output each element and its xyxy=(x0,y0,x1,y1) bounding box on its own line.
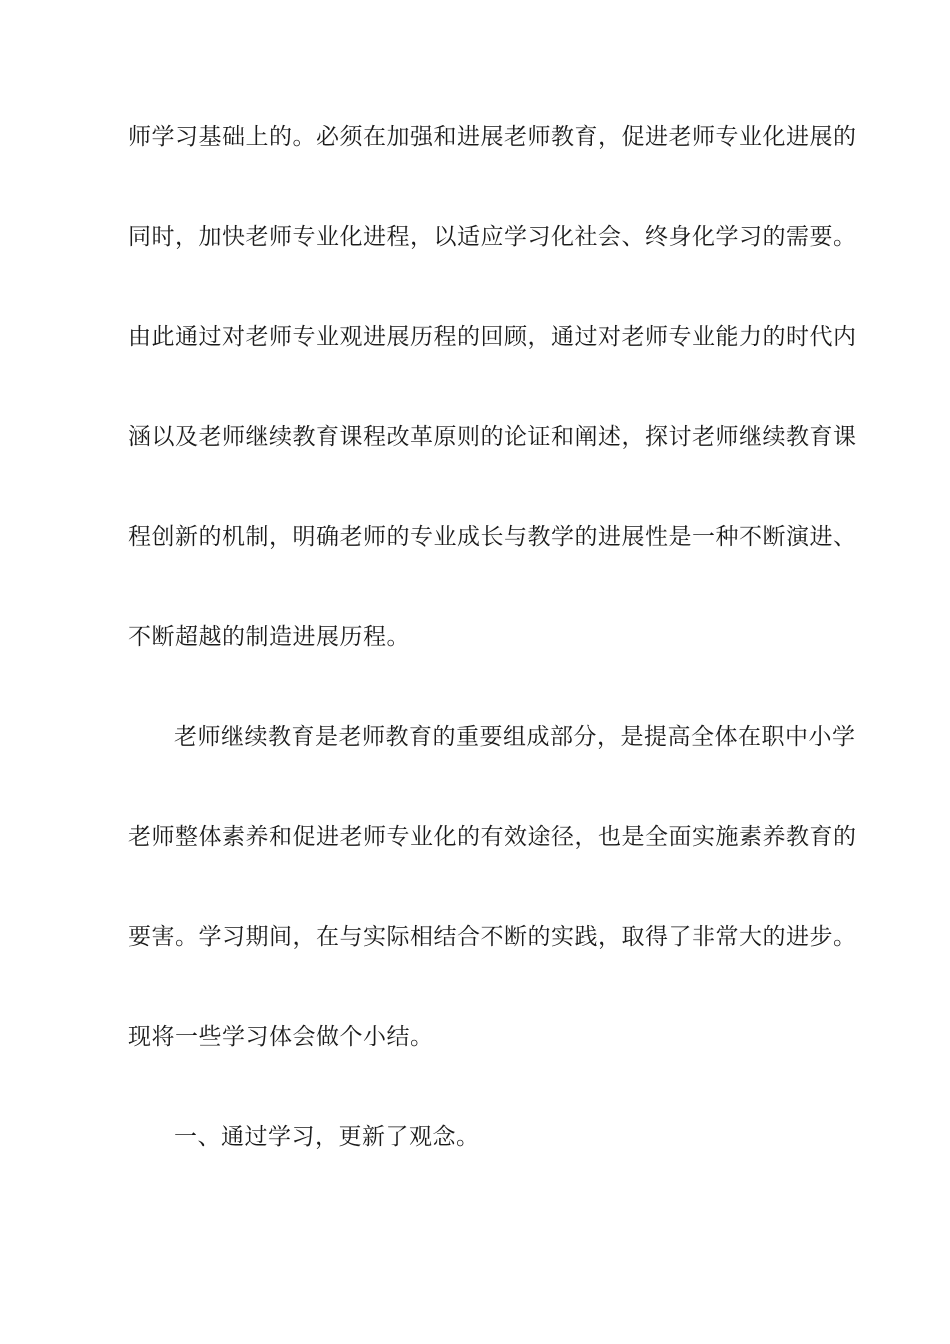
paragraph-line: 程创新的机制，明确老师的专业成长与教学的进展性是一种不断演进、 xyxy=(128,524,857,550)
paragraph-line: 老师继续教育是老师教育的重要组成部分，是提高全体在职中小学 xyxy=(174,724,856,750)
paragraph-line: 要害。学习期间，在与实际相结合不断的实践，取得了非常大的进步。 xyxy=(128,924,857,950)
paragraph-line: 涵以及老师继续教育课程改革原则的论证和阐述，探讨老师继续教育课 xyxy=(128,424,857,450)
paragraph-line: 由此通过对老师专业观进展历程的回顾，通过对老师专业能力的时代内 xyxy=(128,324,857,350)
section-heading: 一、通过学习，更新了观念。 xyxy=(174,1124,480,1150)
paragraph-line: 师学习基础上的。必须在加强和进展老师教育，促进老师专业化进展的 xyxy=(128,124,857,150)
paragraph-line: 现将一些学习体会做个小结。 xyxy=(128,1024,434,1050)
paragraph-line: 老师整体素养和促进老师专业化的有效途径，也是全面实施素养教育的 xyxy=(128,824,857,850)
paragraph-line: 同时，加快老师专业化进程，以适应学习化社会、终身化学习的需要。 xyxy=(128,224,857,250)
paragraph-line: 不断超越的制造进展历程。 xyxy=(128,624,410,650)
